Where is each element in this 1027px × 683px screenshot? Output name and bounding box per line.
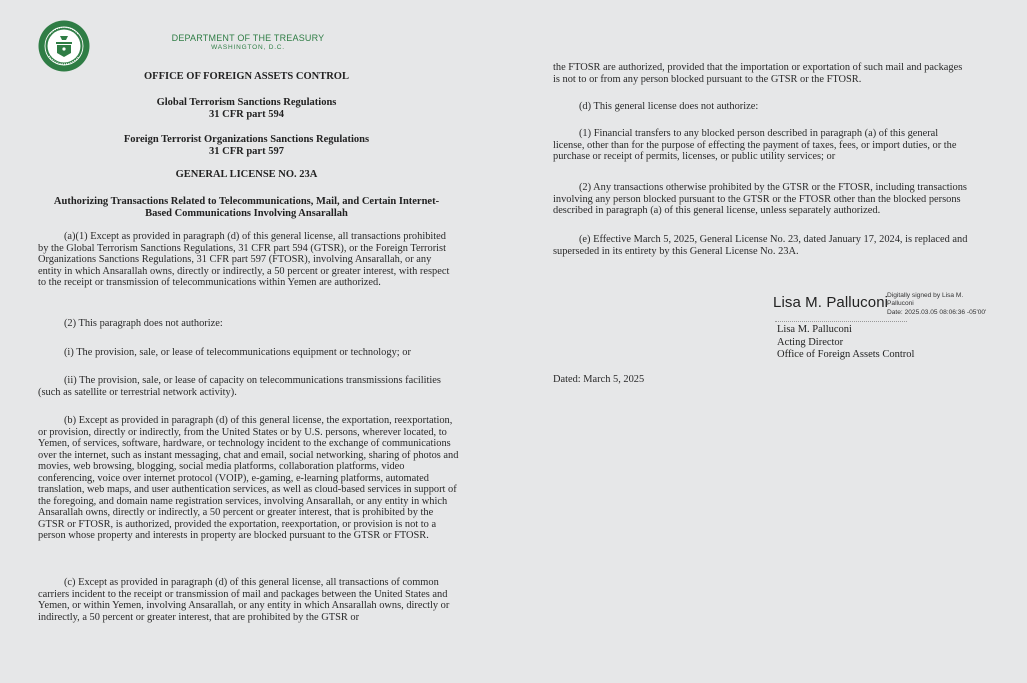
department-name: DEPARTMENT OF THE TREASURY bbox=[171, 33, 325, 43]
subject-line-1: Authorizing Transactions Related to Telecommunications, Mail, and Certain Internet- bbox=[53, 196, 440, 207]
signature-block bbox=[777, 324, 914, 362]
office-heading: OFFICE OF FOREIGN ASSETS CONTROL bbox=[144, 71, 349, 82]
paragraph-d: (d) This general license does not authorize: bbox=[553, 101, 759, 112]
treasury-seal-icon bbox=[38, 20, 90, 72]
paragraph-a2-ii: (ii) The provision, sale, or lease of capacity on telecommunications transmissions facilities (such as satellite or terrestrial network activity). bbox=[38, 375, 441, 398]
paragraph-a2: (2) This paragraph does not authorize: bbox=[38, 318, 223, 329]
subject-line-2: Based Communications Involving Ansarallah bbox=[145, 208, 348, 219]
regulation-2 bbox=[60, 134, 433, 158]
digital-signature-date: Date: 2025.03.05 08:06:36 -05'00' bbox=[887, 308, 987, 316]
digital-signature-note bbox=[887, 292, 1027, 317]
right-page bbox=[515, 0, 1027, 683]
signer-office: Office of Foreign Assets Control bbox=[777, 349, 915, 360]
paragraph-c: (c) Except as provided in paragraph (d) of this general license, all transactions of common carriers incident to the receipt or transmission of mail and packages between the United States and Yemen, or within Yemen, involving Ansarallah, or any entity in which Ansarallah owns, directly or indirectly, a 50 percent or greater interest, that are prohibited by the GTSR or bbox=[38, 577, 450, 623]
signer-title: Acting Director bbox=[777, 336, 844, 348]
paragraph-e: (e) Effective March 5, 2025, General License No. 23, dated January 17, 2024, is replaced and superseded in its entirety by this General License No. 23A. bbox=[553, 234, 968, 257]
regulation-1-cfr: 31 CFR part 594 bbox=[209, 109, 284, 120]
dated-line: Dated: March 5, 2025 bbox=[553, 374, 645, 385]
paragraph-a1: (a)(1) Except as provided in paragraph (d) of this general license, all transactions prohibited by the Global Terrorism Sanctions Regulations, 31 CFR part 594 (GTSR), or the Foreign Terrorist Organizations Sanctions Regulations, 31 CFR part 597 (FTOSR), involving Ansarallah, or any entity in which Ansarallah owns, directly or indirectly, a 50 percent or greater interest, with respect to the receipt or transmission of telecommunications within Yemen are authorized. bbox=[38, 231, 450, 288]
paragraph-c-continued: the FTOSR are authorized, provided that the importation or exportation of such mail and packages is not to or from any person blocked pursuant to the GTSR or the FTOSR. bbox=[553, 62, 963, 85]
regulation-2-title: Foreign Terrorist Organizations Sanctions Regulations bbox=[123, 134, 370, 145]
paragraph-a2-i: (i) The provision, sale, or lease of telecommunications equipment or technology; or bbox=[38, 347, 411, 358]
digital-signature-name: Lisa M. Palluconi bbox=[773, 294, 889, 311]
regulation-2-cfr: 31 CFR part 597 bbox=[209, 146, 284, 157]
digital-signature-note-line-2: Palluconi bbox=[887, 300, 914, 308]
paragraph-b: (b) Except as provided in paragraph (d) of this general license, the exportation, reexportation, or provision, directly or indirectly, from the United States or by U.S. persons, wherever located, to Yemen, of services, software, hardware, or technology incident to the exchange of communications over the internet, such as instant messaging, chat and email, social networking, sharing of photos and movies, web browsing, blogging, social media platforms, collaboration platforms, video conferencing, voice over internet protocol (VOIP), e-gaming, e-learning platforms, automated translation, web maps, and user authentication services, as well as cloud-based services in support of the foregoing, and domain name registration services, involving Ansarallah, or any entity in which Ansarallah owns, directly or indirectly, a 50 percent or greater interest, that is prohibited by the GTSR or FTOSR, is authorized, provided the exportation, reexportation, or provision is not to a person whose property and interests in property are blocked pursuant to the GTSR or FTOSR. bbox=[38, 415, 459, 541]
letterhead bbox=[163, 33, 333, 53]
signer-name: Lisa M. Palluconi bbox=[777, 324, 852, 335]
digital-signature-note-line-1: Digitally signed by Lisa M. bbox=[887, 292, 964, 299]
department-location: WASHINGTON, D.C. bbox=[211, 44, 285, 51]
paragraph-d1: (1) Financial transfers to any blocked person described in paragraph (a) of this general license, other than for the purpose of effecting the payment of taxes, fees, or import duties, or the purchase or receipt of permits, licenses, or public utility services; or bbox=[553, 128, 957, 162]
license-number: GENERAL LICENSE NO. 23A bbox=[175, 169, 318, 180]
regulation-1-title: Global Terrorism Sanctions Regulations bbox=[156, 97, 337, 108]
regulation-1 bbox=[60, 97, 433, 121]
signature-line bbox=[775, 321, 907, 322]
paragraph-d2: (2) Any transactions otherwise prohibited by the GTSR or the FTOSR, including transactions involving any person blocked pursuant to the GTSR or the FTOSR other than the blocked persons described in paragraph (a) of this general license, unless separately authorized. bbox=[553, 182, 967, 216]
subject-heading bbox=[30, 196, 463, 220]
